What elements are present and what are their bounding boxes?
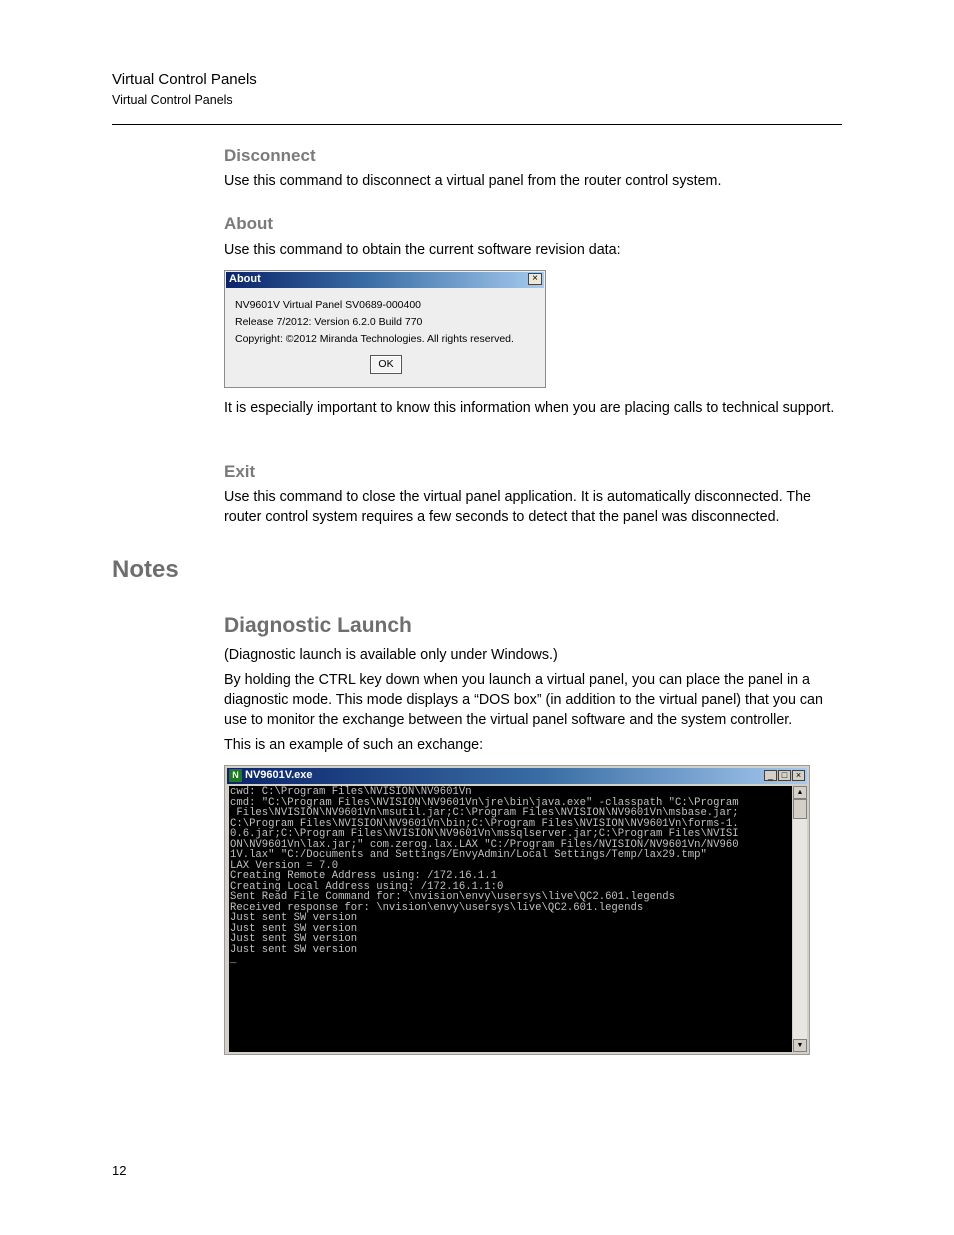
console-titlebar bbox=[227, 768, 807, 784]
heading-notes: Notes bbox=[112, 556, 179, 583]
heading-exit: Exit bbox=[224, 462, 256, 481]
console-scrollbar[interactable] bbox=[793, 786, 807, 1052]
paragraph-about: Use this command to obtain the current software revision data: bbox=[224, 242, 621, 258]
app-logo-icon: N bbox=[229, 769, 242, 782]
about-copyright-line: Copyright: ©2012 Miranda Technologies. All rights reserved. bbox=[235, 333, 514, 345]
running-header-subtitle: Virtual Control Panels bbox=[112, 93, 233, 107]
about-dialog-screenshot bbox=[224, 270, 546, 388]
ok-button[interactable]: OK bbox=[370, 355, 402, 374]
console-title: NV9601V.exe bbox=[245, 769, 313, 781]
heading-disconnect: Disconnect bbox=[224, 146, 316, 165]
paragraph-about-note: It is especially important to know this information when you are placing calls to technical support. bbox=[224, 400, 835, 416]
header-divider bbox=[112, 124, 842, 125]
paragraph-diagnostic-example: This is an example of such an exchange: bbox=[224, 737, 484, 753]
scrollbar-thumb[interactable] bbox=[793, 799, 807, 819]
console-log-text: cwd: C:\Program Files\NVISION\NV9601Vn cmd: "C:\Program Files\NVISION\NV9601Vn\jre\bin\java.exe" -classpath "C:\Program Files\NVISION\NV9601Vn\msutil.jar;C:\Program Files\NVISION\NV9601Vn\msbase.jar; C:\Program Files\NVISION\NV9601Vn\bin;C:\Program Files\NVISION\NV9601Vn\forms-1. 0.6.jar;C:\Program Files\NVISION\NV9601Vn\mssqlserver.jar;C:\Program Files\NVISI ON\NV9601Vn\lax.jar;" com.zerog.lax.LAX "C:/Program Files/NVISION/NV9601Vn/NV960 1V.lax" "C:/Documents and Settings/EnvyAdmin/Local Settings/Temp/lax29.tmp" LAX Version = 7.0 Creating Remote Address using: /172.16.1.1 Creating Local Address using: /172.16.1.1:0 Sent Read File Command for: \nvision\envy\usersys\live\QC2.601.legends Received response for: \nvision\envy\usersys\live\QC2.601.legends Just sent SW version Just sent SW version Just sent SW version Just sent SW version _ bbox=[230, 786, 739, 966]
heading-diagnostic-launch: Diagnostic Launch bbox=[224, 614, 412, 637]
maximize-icon[interactable]: □ bbox=[778, 770, 791, 781]
console-output bbox=[229, 786, 792, 1052]
running-header-title: Virtual Control Panels bbox=[112, 71, 257, 88]
about-release-line: Release 7/2012: Version 6.2.0 Build 770 bbox=[235, 316, 423, 328]
scroll-up-icon[interactable]: ▲ bbox=[793, 786, 807, 799]
about-dialog-titlebar bbox=[226, 272, 544, 288]
paragraph-diagnostic-description: By holding the CTRL key down when you launch a virtual panel, you can place the panel in a diagnostic mode. This mode displays a “DOS box” (in addition to the virtual panel) that you can use to monitor the exchange between the virtual panel software and the system controller. bbox=[224, 672, 823, 728]
minimize-icon[interactable]: _ bbox=[764, 770, 777, 781]
heading-about: About bbox=[224, 214, 274, 233]
about-dialog-title: About bbox=[229, 273, 261, 285]
scroll-down-icon[interactable]: ▼ bbox=[793, 1039, 807, 1052]
paragraph-disconnect: Use this command to disconnect a virtual panel from the router control system. bbox=[224, 173, 722, 189]
close-icon[interactable]: × bbox=[528, 273, 542, 285]
page-number: 12 bbox=[112, 1163, 127, 1178]
paragraph-exit: Use this command to close the virtual panel application. It is automatically disconnected. The router control system requires a few seconds to detect that the panel was disconnected. bbox=[224, 489, 812, 525]
about-product-line: NV9601V Virtual Panel SV0689-000400 bbox=[235, 299, 422, 311]
paragraph-diagnostic-availability: (Diagnostic launch is available only under Windows.) bbox=[224, 647, 558, 663]
console-window-screenshot bbox=[224, 765, 810, 1055]
close-icon[interactable]: × bbox=[792, 770, 805, 781]
